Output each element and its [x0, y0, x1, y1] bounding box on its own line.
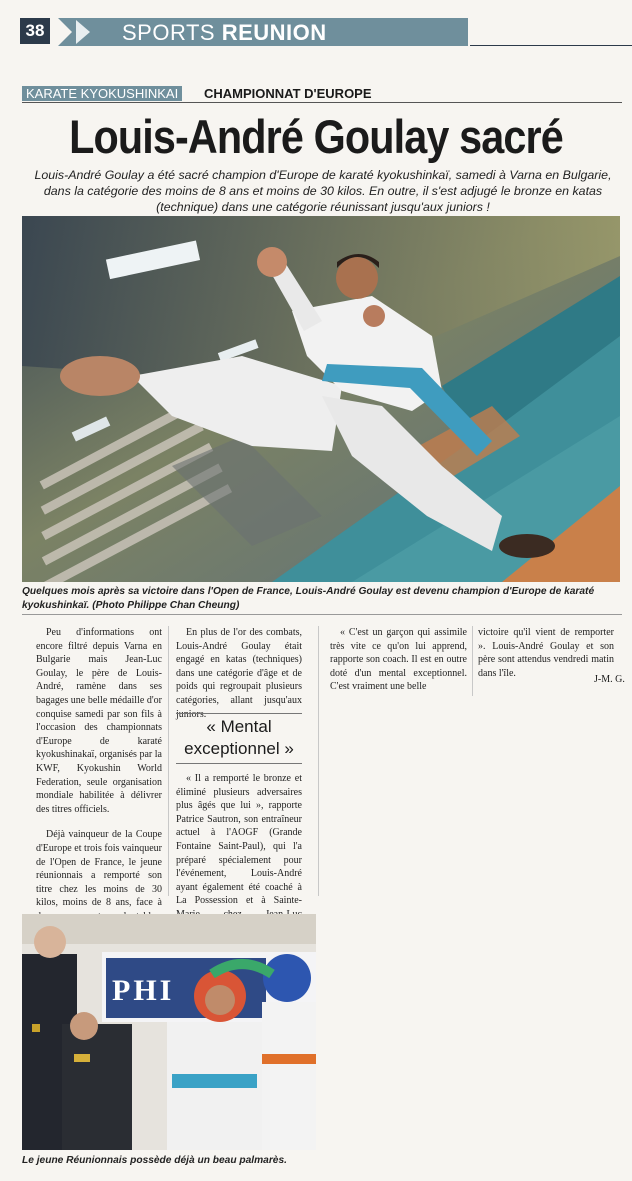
body-paragraph: victoire qu'il vient de remporter ». Louis-André Goulay et son père sont attendus vendredi matin dans l'île. — [478, 627, 614, 679]
section-title — [122, 19, 327, 47]
kicker-rule — [22, 102, 622, 103]
article-column-3 — [330, 626, 467, 694]
column-divider — [318, 626, 319, 896]
column-divider — [168, 626, 169, 896]
body-paragraph: « C'est un garçon qui assimile très vite ce qu'on lui apprend, rapporte son coach. Il est en outre doté d'un mental exceptionnel. C'est vraiment une belle — [330, 627, 467, 693]
column-divider — [472, 626, 473, 696]
header-rule — [470, 45, 632, 46]
karate-kick-photo — [22, 216, 620, 582]
section-title-light: SPORTS — [122, 20, 216, 45]
page-number: 38 — [20, 18, 50, 44]
photo-caption-2: Le jeune Réunionnais possède déjà un beau palmarès. — [22, 1155, 287, 1166]
body-paragraph: Déjà vainqueur de la Coupe d'Europe et trois fois vainqueur de l'Open de France, le jeune réunionnais a remporté son titre chez les moins de 30 kilos, moins de 8 ans, face à — [36, 829, 162, 909]
band-arrow-icon — [76, 20, 90, 44]
section-title-bold: REUNION — [221, 20, 327, 45]
article-column-2-cont — [176, 772, 302, 935]
banner-text: PHI — [112, 974, 175, 1007]
caption-rule — [22, 614, 622, 615]
intertitle: « Mental exceptionnel » — [176, 713, 302, 764]
body-paragraph: « Il a remporté le bronze et éliminé plusieurs adversaires plus âgés que lui », rapporte Patrice Sautron, son entraîneur actuel à l'AOGF (Grande Fontaine Saint-Paul), qui l'a préparé spécialement pour l'événement, Louis-André ayant également été coaché à La Possession et à Sainte- — [176, 773, 302, 907]
headline: Louis-André Goulay sacré — [69, 110, 563, 163]
article-column-2 — [176, 626, 302, 721]
lead-paragraph: Louis-André Goulay a été sacré champion d'Europe de karaté kyokushinkaï, samedi à Varna en Bulgarie, dans la catégorie des moins de 8 ans et moins de 30 kilos. En outre, il s'est adjugé le bronze en katas (technique) dans une catégorie réunissant jusqu'aux juniors ! — [34, 168, 612, 214]
podium-photo — [22, 914, 316, 1150]
body-paragraph: En plus de l'or des combats, Louis-André Goulay était engagé en katas (techniques) dans une catégorie d'âge et de poids qui regroupait plusieurs catégories, allant jusqu'aux juniors. — [176, 627, 302, 720]
kicker-text: CHAMPIONNAT D'EUROPE — [204, 86, 372, 101]
photo-caption: Quelques mois après sa victoire dans l'Open de France, Louis-André Goulay est devenu champion d'Europe de karaté kyokushinkaï. (Photo Philippe Chan Cheung) — [22, 586, 595, 611]
body-paragraph: Peu d'informations ont encore filtré depuis Varna en Bulgarie mais Jean-Luc Goulay, le père de Louis-André, ramène dans ses bagages une belle médaille d'or conquise samedi par son fils à l'occasion des championnats d'Europe de karaté kyokushinakaï, organisés par la KWF, Kyokushin World Federation, seule organisation mondiale habilitée à délivrer des titres officiels. — [36, 627, 162, 815]
author-signature: J-M. G. — [594, 674, 625, 685]
kicker-tag: KARATE KYOKUSHINKAI — [22, 86, 182, 101]
